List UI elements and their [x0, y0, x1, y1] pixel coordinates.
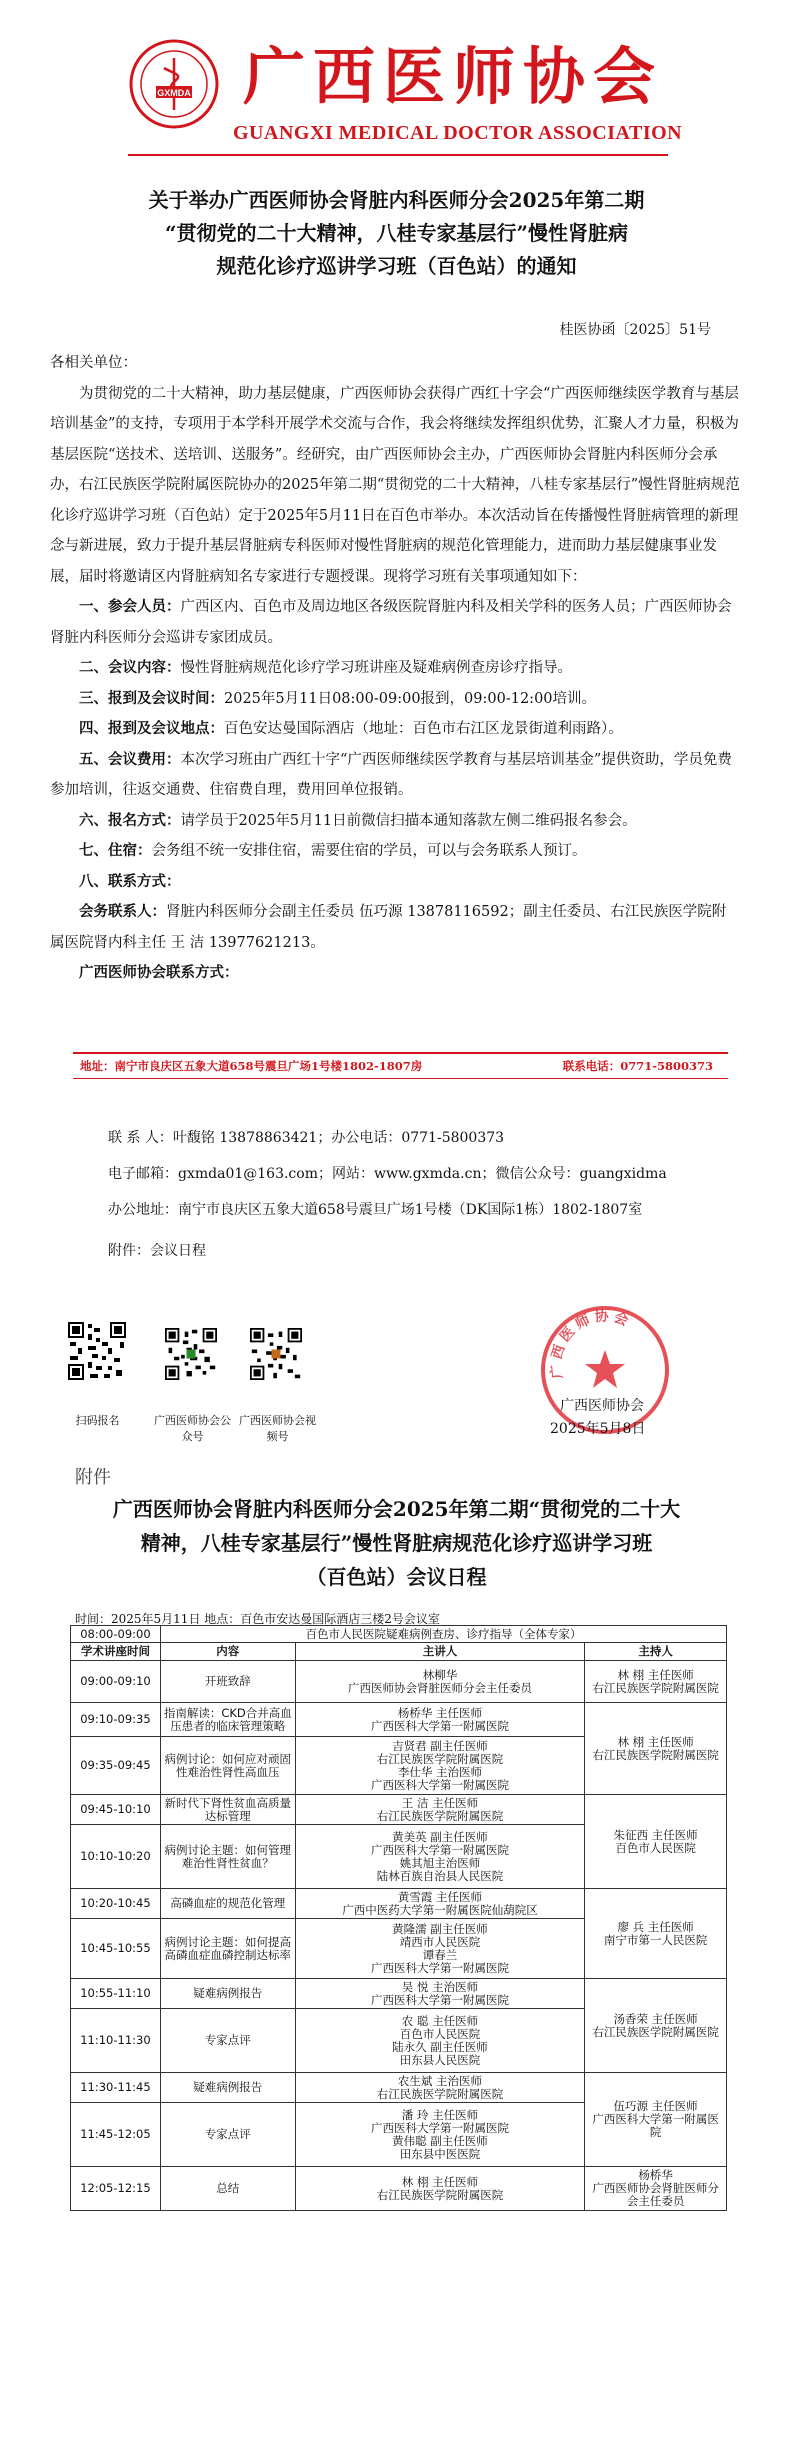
registration-qr-icon[interactable]	[68, 1322, 126, 1380]
time-cell: 10:20-10:45	[71, 1889, 161, 1919]
host-cell: 廖 兵 主任医师 南宁市第一人民医院	[585, 1889, 727, 1979]
section-label: 三、报到及会议时间：	[79, 689, 224, 707]
speaker-cell: 黄美英 副主任医师 广西医科大学第一附属医院 姚其旭主治医师 陆林百族自治县人民医院	[295, 1825, 585, 1889]
time-cell: 09:10-09:35	[71, 1703, 161, 1737]
contact-block	[108, 1120, 667, 1228]
table-row	[71, 2073, 727, 2103]
host-cell: 林 栩 主任医师 右江民族医学院附属医院	[585, 1661, 727, 1703]
letterhead	[0, 0, 793, 144]
schedule-title-line: 精神，八桂专家基层行”慢性肾脏病规范化诊疗巡讲学习班	[140, 1531, 653, 1555]
table-row	[71, 1889, 727, 1919]
footer-divider-bottom	[73, 1078, 728, 1079]
association-contact-label: 广西医师协会联系方式：	[79, 964, 239, 981]
speaker-cell: 吉贤君 副主任医师 右江民族医学院附属医院 李仕华 主治医师 广西医科大学第一附属医院	[295, 1737, 585, 1795]
section-label: 七、住宿：	[79, 842, 152, 859]
footer-phone: 联系电话：0771-5800373	[562, 1059, 713, 1073]
section-label: 四、报到及会议地点：	[79, 720, 224, 737]
table-header-row	[71, 1643, 727, 1661]
section-fee: 五、会议费用：本次学习班由广西红十字“广西医师继续医学教育与基层培训基金”提供资助，学员免费参加培训，往返交通费、住宿费自理，费用回单位报销。	[50, 750, 732, 798]
table-row	[71, 1661, 727, 1703]
time-cell: 09:00-09:10	[71, 1661, 161, 1703]
table-row	[71, 1703, 727, 1737]
section-time: 三、报到及会议时间：2025年5月11日08:00-09:00报到，09:00-12:00培训。	[79, 689, 597, 707]
content-cell: 高磷血症的规范化管理	[160, 1889, 295, 1919]
time-cell: 10:10-10:20	[71, 1825, 161, 1889]
signature-org: 广西医师协会	[560, 1398, 644, 1414]
speaker-cell: 黄雪霞 主任医师 广西中医药大学第一附属医院仙葫院区	[295, 1889, 585, 1919]
content-cell: 新时代下肾性贫血高质量达标管理	[160, 1795, 295, 1825]
section-attendees: 一、参会人员：广西区内、百色市及周边地区各级医院肾脏内科及相关学科的医务人员；广西医师协会肾脏内科医师分会巡讲专家团成员。	[50, 598, 732, 646]
table-row	[71, 1979, 727, 2009]
notice-title	[0, 184, 793, 283]
video-account-qr-icon[interactable]	[250, 1328, 302, 1380]
contact-address: 办公地址：南宁市良庆区五象大道658号震旦广场1号楼（DK国际1栋）1802-1807室	[108, 1202, 643, 1218]
schedule-title	[0, 1492, 793, 1594]
title-line: “贯彻党的二十大精神，八桂专家基层行”慢性肾脏病	[164, 221, 628, 245]
schedule-title-line: 广西医师协会肾脏内科医师分会2025年第二期“贯彻党的二十大	[112, 1497, 681, 1521]
content-cell: 指南解读：CKD合并高血压患者的临床管理策略	[160, 1703, 295, 1737]
content-cell: 总结	[160, 2167, 295, 2211]
time-cell: 08:00-09:00	[71, 1626, 161, 1643]
host-cell: 汤香荣 主任医师 右江民族医学院附属医院	[585, 1979, 727, 2073]
section-label: 二、会议内容：	[79, 659, 181, 676]
speaker-cell: 农生斌 主治医师 右江民族医学院附属医院	[295, 2073, 585, 2103]
section-location: 四、报到及会议地点：百色安达曼国际酒店（地址：百色市右江区龙景街道利雨路）。	[79, 720, 623, 737]
attachment-label: 附件	[75, 1467, 111, 1488]
title-line: 规范化诊疗巡讲学习班（百色站）的通知	[216, 254, 577, 278]
section-label: 五、会议费用：	[79, 750, 181, 768]
time-cell: 12:05-12:15	[71, 2167, 161, 2211]
time-cell: 09:35-09:45	[71, 1737, 161, 1795]
wechat-account-qr-icon[interactable]	[165, 1328, 217, 1380]
association-logo-icon	[128, 38, 220, 130]
content-cell: 疑难病例报告	[160, 1979, 295, 2009]
section-label: 一、参会人员：	[79, 598, 181, 615]
speaker-cell: 吴 悦 主治医师 广西医科大学第一附属医院	[295, 1979, 585, 2009]
time-cell: 11:45-12:05	[71, 2103, 161, 2167]
content-cell: 疑难病例报告	[160, 2073, 295, 2103]
intro-paragraph: 为贯彻党的二十大精神，助力基层健康，广西医师协会获得广西红十字会“广西医师继续医学教育与基层培训基金”的支持，专项用于本学科开展学术交流与合作，我会将继续发挥组织优势，汇聚人才力量，积极为基层医院“送技术、送培训、送服务”。经研究，由广西医师协会主办，广西医师协会肾脏内科医师分会承办，右江民族医学院附属医院协办的2025年第二期“贯彻党的二十大精神，八桂专家基层行”慢性肾脏病规范化诊疗巡讲学习班（百色站）定于2025年5月11日在百色市举办。本次活动旨在传播慢性肾脏病管理的新理念与新进展，致力于提升基层肾脏病专科医师对慢性肾脏病的规范化管理能力，进而助力基层健康事业发展，届时将邀请区内肾脏病知名专家进行专题授课。现将学习班有关事项通知如下：	[50, 385, 740, 585]
contact-person: 联 系 人：叶馥铭 13878863421；办公电话：0771-5800373	[108, 1130, 505, 1146]
header-cell: 内容	[160, 1643, 295, 1661]
content-cell: 开班致辞	[160, 1661, 295, 1703]
section-content: 二、会议内容：慢性肾脏病规范化诊疗学习班讲座及疑难病例查房诊疗指导。	[79, 659, 572, 676]
content-cell: 病例讨论：如何应对顽固性难治性肾性高血压	[160, 1737, 295, 1795]
content-cell: 专家点评	[160, 2103, 295, 2167]
section-accommodation: 七、住宿：会务组不统一安排住宿，需要住宿的学员，可以与会务联系人预订。	[79, 842, 587, 859]
table-row	[71, 1626, 727, 1643]
greeting: 各相关单位：	[50, 355, 137, 371]
header-cell: 主持人	[585, 1643, 727, 1661]
host-cell: 朱征西 主任医师 百色市人民医院	[585, 1795, 727, 1889]
content-cell: 病例讨论主题：如何管理难治性肾性贫血？	[160, 1825, 295, 1889]
speaker-cell: 王 洁 主任医师 右江民族医学院附属医院	[295, 1795, 585, 1825]
host-cell: 杨桥华 广西医师协会肾脏医师分会主任委员	[585, 2167, 727, 2211]
speaker-cell: 潘 玲 主任医师 广西医科大学第一附属医院 黄伟聪 副主任医师 田东县中医医院	[295, 2103, 585, 2167]
time-cell: 09:45-10:10	[71, 1795, 161, 1825]
logo-text: GXMDA	[157, 88, 191, 98]
schedule-table	[70, 1625, 727, 2211]
org-name-en: GUANGXI MEDICAL DOCTOR ASSOCIATION	[233, 122, 683, 144]
speaker-cell: 黄隆濡 副主任医师 靖西市人民医院 谭春兰 广西医科大学第一附属医院	[295, 1919, 585, 1979]
speaker-cell: 农 聪 主任医师 百色市人民医院 陆永久 副主任医师 田东县人民医院	[295, 2009, 585, 2073]
table-row	[71, 2167, 727, 2211]
qr-label-wechat: 广西医师协会公众号	[154, 1414, 231, 1443]
contact-email-web: 电子邮箱：gxmda01@163.com；网站：www.gxmda.cn；微信公众号：guangxidma	[108, 1166, 667, 1182]
host-cell: 林 栩 主任医师 右江民族医学院附属医院	[585, 1703, 727, 1795]
qr-label-video: 广西医师协会视频号	[239, 1414, 316, 1443]
section-contact: 八、联系方式：	[79, 872, 181, 890]
header-cell: 主讲人	[295, 1643, 585, 1661]
title-line: 关于举办广西医师协会肾脏内科医师分会2025年第二期	[148, 188, 645, 212]
org-name-cn: 广西医师协会	[243, 40, 664, 113]
schedule-title-line: （百色站）会议日程	[306, 1565, 487, 1589]
content-cell: 病例讨论主题：如何提高高磷血症血磷控制达标率	[160, 1919, 295, 1979]
notice-body	[50, 348, 740, 989]
qr-label-registration: 扫码报名	[75, 1414, 120, 1427]
speaker-cell: 林 栩 主任医师 右江民族医学院附属医院	[295, 2167, 585, 2211]
svg-text:广西医师协会: 广西医师协会	[548, 1308, 635, 1380]
time-cell: 11:30-11:45	[71, 2073, 161, 2103]
schedule-meta: 时间：2025年5月11日 地点：百色市安达曼国际酒店三楼2号会议室	[75, 1612, 440, 1626]
header-cell: 学术讲座时间	[71, 1643, 161, 1661]
host-cell: 伍巧源 主任医师 广西医科大学第一附属医院	[585, 2073, 727, 2167]
meeting-contacts: 会务联系人：肾脏内科医师分会副主任委员 伍巧源 13878116592；副主任委员、右江民族医学院附属医院肾内科主任 王 洁 13977621213。	[50, 903, 727, 951]
time-cell: 10:45-10:55	[71, 1919, 161, 1979]
content-cell: 百色市人民医院疑难病例查房、诊疗指导（全体专家）	[160, 1626, 726, 1643]
speaker-cell: 杨桥华 主任医师 广西医科大学第一附属医院	[295, 1703, 585, 1737]
section-label: 六、报名方式：	[79, 811, 181, 829]
signature-date: 2025年5月8日	[550, 1421, 646, 1437]
section-label: 会务联系人：	[79, 903, 166, 920]
time-cell: 10:55-11:10	[71, 1979, 161, 2009]
footer-divider-top	[73, 1052, 728, 1054]
document-number: 桂医协函〔2025〕51号	[559, 322, 711, 338]
footer-address: 地址：南宁市良庆区五象大道658号震旦广场1号楼1802-1807房	[80, 1059, 423, 1073]
attachment-note: 附件：会议日程	[108, 1243, 206, 1259]
table-row	[71, 1795, 727, 1825]
content-cell: 专家点评	[160, 2009, 295, 2073]
section-registration: 六、报名方式：请学员于2025年5月11日前微信扫描本通知落款左侧二维码报名参会。	[79, 811, 637, 829]
time-cell: 11:10-11:30	[71, 2009, 161, 2073]
speaker-cell: 林柳华 广西医师协会肾脏医师分会主任委员	[295, 1661, 585, 1703]
header-divider	[128, 154, 668, 156]
